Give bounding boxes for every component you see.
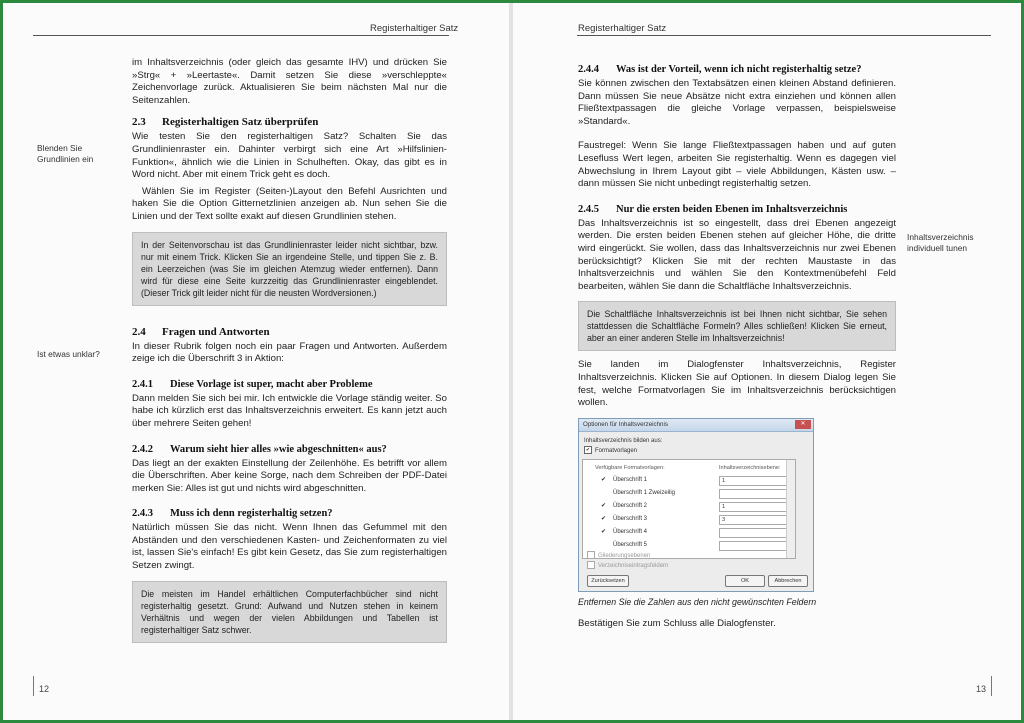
formatvorlagen-option: ✔ Formatvorlagen [585, 447, 638, 454]
paragraph: Faustregel: Wenn Sie lange Fließtextpassagen haben und auf guten Lesefluss Wert legen, arbeiten Sie registerhaltig. Wenn es dagegen viel Abwechslung in Ihrem Layout gibt – viele Abbildungen, Kästen usw. – dann müssen Sie nicht unbedingt registerhaltig setzen. [578, 140, 896, 190]
column-header: Inhaltsverzeichnisebene: [719, 464, 781, 471]
toc-options-dialog-screenshot [578, 418, 814, 592]
subsection-heading: 2.4.4 Was ist der Vorteil, wenn ich nicht registerhaltig setze? [578, 64, 862, 75]
checkbox-icon [587, 561, 595, 569]
group-label: Inhaltsverzeichnis bilden aus: [584, 437, 663, 444]
paragraph: Wie testen Sie den registerhaltigen Satz? Schalten Sie das Grundlinienraster ein. Dahinter verbirgt sich eine Art »Hilfslinien-Funktion«, ähnlich wie die Linien in Schulheften. Okay, das gibt es in Word nicht. Aber mit einem Trick geht es doch. [132, 131, 447, 181]
info-box: Die meisten im Handel erhältlichen Computerfachbücher sind nicht registerhaltig gesetzt. Grund: Aufwand und Nutzen stehen in keinem Verhältnis und wegen der vielen Abbildungen und Tabellen ist registerhaltiger Satz schwer. [132, 581, 447, 643]
close-icon: ✕ [795, 420, 811, 429]
page-number: 12 [39, 684, 50, 694]
table-row: ✔ Überschrift 2 1 [583, 500, 795, 512]
subsection-heading: 2.4.5 Nur die ersten beiden Ebenen im Inhaltsverzeichnis [578, 203, 848, 215]
paragraph: Das liegt an der exakten Einstellung der Zeilenhöhe. Es betrifft vor allem die Überschriften. Aber keine Sorge, nach dem Schreiben der PDF-Datei merken Sie: Alles ist gut und nichts wird abgeschnitten. [132, 457, 447, 494]
column-header: Verfügbare Formatvorlagen: [595, 464, 665, 471]
cancel-button: Abbrechen [768, 575, 808, 587]
paragraph: Sie landen im Dialogfenster Inhaltsverzeichnis, Register Inhaltsverzeichnis. Klicken Sie auf Optionen. In diesem Dialog legen Sie fest, welche Formatvorlagen Sie im Inhaltsverzeichnis berücksichtigen wollen. [578, 359, 896, 409]
table-row: ✔ Überschrift 3 3 [583, 513, 795, 525]
page-number-mark [33, 676, 34, 696]
paragraph: Sie können zwischen den Textabsätzen einen kleinen Abstand definieren. Dann müssen Sie neue Absätze nicht extra einziehen und können allen Fließtextpassagen die gleiche Vorlage verpassen, beispielsweise »Standard«. [578, 78, 896, 127]
paragraph: Bestätigen Sie zum Schluss alle Dialogfenster. [578, 618, 776, 630]
info-box: In der Seitenvorschau ist das Grundlinienraster leider nicht sichtbar, bzw. nur mit einem Trick. Klicken Sie an irgendeine Stelle, und tippen Sie z. B. ein Leerzeichen (was Sie im gleichen Atemzug wieder entfernen). Dann wird für diese eine Seite kurzzeitig das Grundlinienraster eingeblendet. (Dieser Trick gilt leider nicht für die neusten Wordversionen.) [132, 232, 447, 306]
paragraph: Natürlich müssen Sie das nicht. Wenn Ihnen das Gefummel mit den Abständen und den verschiedenen Kasten- und Zeichenformaten zu viel ist, lassen Sie's einfach! Es gibt kein Gesetz, das Sie zum registerhaltigen Setzen zwingt. [132, 522, 447, 572]
subsection-heading: 2.4.1 Diese Vorlage ist super, macht aber Probleme [132, 378, 373, 390]
paragraph: Dann melden Sie sich bei mir. Ich entwickle die Vorlage ständig weiter. So habe ich kürzlich erst das Inhaltsverzeichnis erweitert. Es kann jetzt auch über mehrere Seiten gehen! [132, 392, 447, 429]
section-heading: 2.4 Fragen und Antworten [132, 325, 270, 338]
dialog-title: Optionen für Inhaltsverzeichnis [579, 419, 813, 432]
table-row: ✔ Überschrift 4 [583, 526, 795, 538]
subsection-heading: 2.4.2 Warum sieht hier alles »wie abgeschnitten« aus? [132, 443, 387, 455]
running-head: Registerhaltiger Satz [370, 23, 459, 34]
paragraph: Wählen Sie im Register (Seiten-)Layout den Befehl Ausrichten und haken Sie die Option Gitternetzlinien anzeigen ab. Nun sehen Sie die Linien und der Text sollte exakt auf diesen Grundlinien stehen. [132, 185, 447, 222]
right-page [513, 3, 1021, 720]
left-page [3, 3, 509, 720]
right-body-text [578, 63, 896, 635]
header-rule [33, 35, 449, 36]
info-box: Die Schaltfläche Inhaltsverzeichnis ist bei Ihnen nicht sichtbar, Sie sehen stattdessen die Schaltfläche Formeln? Alles schließen! Klicken Sie erneut, aber an einer anderen Stelle im Inhaltsverzeichnis! [578, 301, 896, 351]
scrollbar [786, 460, 795, 558]
table-row: ✔ Überschrift 1 1 [583, 474, 795, 486]
margin-note: Blenden Sie Grundlinien ein [37, 143, 94, 164]
figure-caption: Entfernen Sie die Zahlen aus den nicht gewünschten Feldern [578, 596, 817, 607]
margin-note: Inhaltsverzeichnis individuell tunen [907, 232, 974, 253]
section-heading: 2.3 Registerhaltigen Satz überprüfen [132, 116, 319, 129]
left-body-text [132, 57, 447, 651]
margin-note: Ist etwas unklar? [37, 349, 100, 359]
gliederung-option: Gliederungsebenen [587, 551, 650, 561]
subsection-heading: 2.4.3 Muss ich denn registerhaltig setzen? [132, 508, 333, 520]
table-row: Überschrift 1 Zweizeilig [583, 487, 795, 499]
checkbox-icon [587, 551, 595, 559]
running-head: Registerhaltiger Satz [578, 23, 667, 34]
paragraph: In dieser Rubrik folgen noch ein paar Fragen und Antworten. Außerdem zeige ich die Überschrift 3 in Aktion: [132, 340, 447, 365]
style-level-table [582, 459, 796, 559]
header-rule [577, 35, 991, 36]
checkbox-icon: ✔ [585, 447, 591, 454]
ok-button: OK [725, 575, 765, 587]
page-number: 13 [976, 684, 987, 694]
verzeichnis-option: Verzeichniseintragsfeldern [587, 561, 668, 571]
table-row: Überschrift 5 [583, 539, 795, 551]
paragraph: Das Inhaltsverzeichnis ist so eingestellt, dass drei Ebenen angezeigt werden. Die ersten beiden Ebenen stehen auf gleicher Höhe, die dritte wird eingerückt. Sie wollen, dass das Inhaltsverzeichnis nur zwei Ebenen berücksichtigt? Klicken Sie mit der rechten Maustaste in das Inhaltsverzeichnis und wählen Sie den Kontextmenübefehl Feld bearbeiten, wählen Sie dann die Schaltfläche Inhaltsverzeichnis. [578, 217, 896, 292]
reset-button: Zurücksetzen [587, 575, 629, 587]
page-number-mark [991, 676, 992, 696]
dialog-body [584, 436, 808, 456]
paragraph: im Inhaltsverzeichnis (oder gleich das gesamte IHV) und drücken Sie »Strg« + »Leertaste«. Damit setzen Sie diese »verschleppte« Zeichenvorlage zurück. Aktualisieren Sie beim nächsten Mal nur die Seitenzahlen. [132, 57, 447, 106]
